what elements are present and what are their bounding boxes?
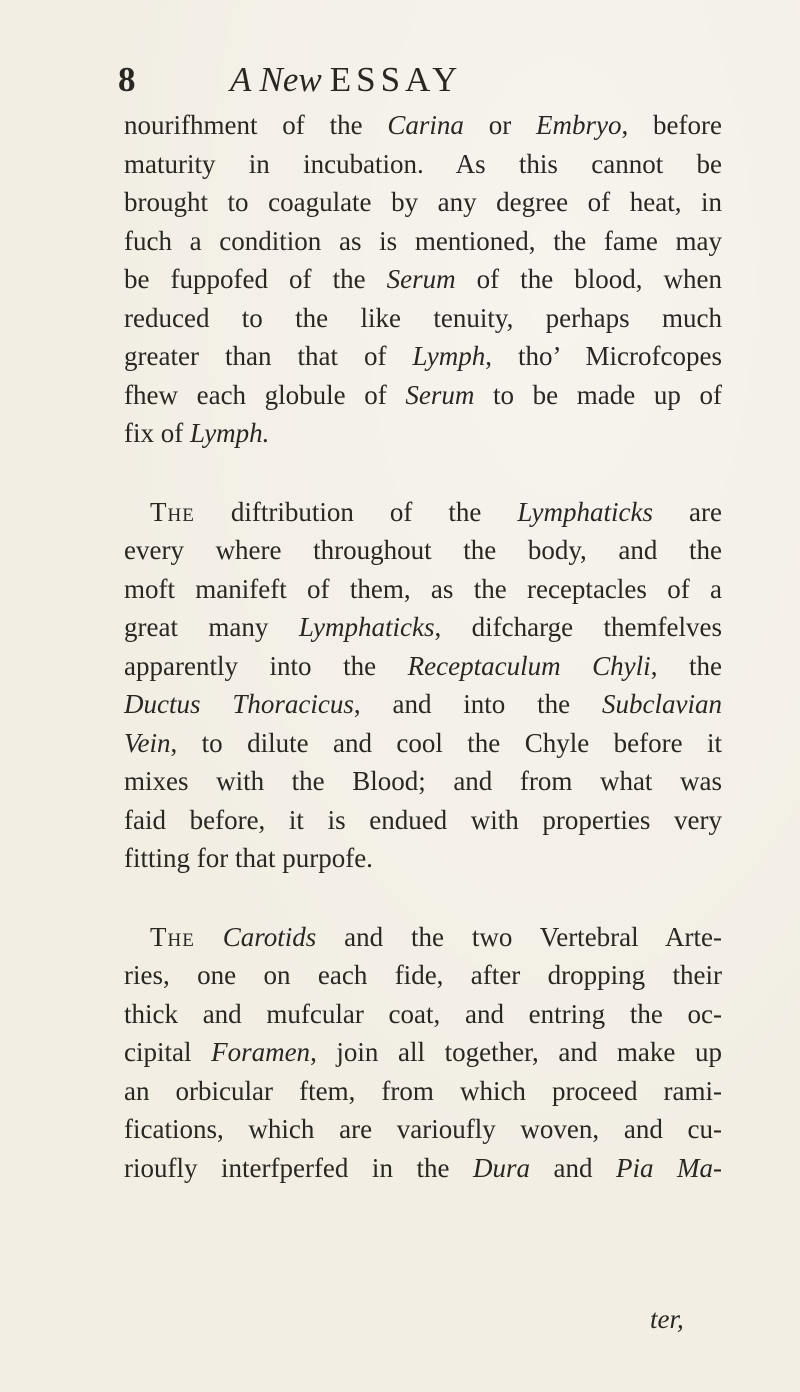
- text-line: [124, 1149, 722, 1188]
- catchword: ter,: [650, 1304, 684, 1334]
- text-run: moft manifeft of them, as the receptacles of a: [124, 573, 722, 604]
- text-run: are: [653, 496, 722, 527]
- italic-text: Embryo: [536, 110, 622, 140]
- text-line: [124, 414, 722, 453]
- text-run: fhew each globule of: [124, 379, 406, 410]
- text-run: faid before, it is endued with properties very: [124, 804, 722, 835]
- text-run: fix of: [124, 418, 190, 448]
- italic-text: Foramen: [211, 1037, 311, 1067]
- text-line: [124, 995, 722, 1034]
- text-run: , to dilute and cool the Chyle before it: [170, 727, 722, 758]
- running-title-italic: A New: [230, 60, 322, 99]
- italic-text: Lymph.: [189, 418, 270, 448]
- text-line: [124, 608, 722, 647]
- text-run: of the blood, when: [455, 264, 722, 294]
- text-run: reduced to the like tenuity, perhaps much: [124, 302, 722, 333]
- italic-text: Carina: [387, 110, 464, 140]
- paragraph: [124, 493, 722, 878]
- text-run: and the two Vertebral Arte-: [316, 921, 722, 952]
- text-line: [124, 918, 722, 957]
- text-run: and: [529, 1152, 616, 1183]
- text-run: cipital: [124, 1037, 212, 1067]
- text-line: [124, 685, 722, 724]
- paragraph: [124, 918, 722, 1188]
- text-run: apparently into the: [124, 650, 408, 681]
- running-title-caps: ESSAY: [329, 60, 463, 99]
- text-line: [124, 570, 722, 609]
- text-run: , before: [621, 110, 723, 140]
- text-run: or: [463, 110, 537, 140]
- text-line: [124, 337, 722, 376]
- italic-text: Lymphaticks: [517, 496, 654, 527]
- body-text: [124, 106, 722, 1187]
- text-line: [124, 222, 722, 261]
- italic-text: Vein: [124, 727, 171, 758]
- running-title: [230, 60, 462, 100]
- paragraph-gap: [124, 878, 722, 918]
- text-line: [124, 183, 722, 222]
- text-run: fitting for that purpofe.: [124, 843, 373, 873]
- italic-text: Lymph: [412, 341, 486, 371]
- text-run: maturity in incubation. As this cannot be: [124, 148, 722, 179]
- italic-text: Dura: [472, 1152, 530, 1183]
- text-line: [124, 1110, 722, 1149]
- text-run: great many: [124, 612, 299, 642]
- text-line: [124, 376, 722, 415]
- text-run: be fuppofed of the: [124, 264, 387, 294]
- text-run: every where throughout the body, and the: [124, 535, 722, 565]
- running-head: [118, 60, 698, 100]
- small-caps-text: The: [150, 921, 195, 952]
- page-number: 8: [118, 60, 136, 99]
- text-run: to be made up of: [474, 379, 723, 410]
- text-run: , difcharge themfelves: [434, 612, 723, 642]
- text-run: ries, one on each fide, after dropping their: [124, 960, 722, 990]
- text-run: nourifhment of the: [124, 110, 388, 140]
- small-caps-text: The: [150, 496, 195, 527]
- text-line: [124, 145, 722, 184]
- text-run: diftribution of the: [194, 496, 518, 527]
- text-line: [124, 801, 722, 840]
- italic-text: Pia Ma-: [616, 1152, 722, 1183]
- text-line: [124, 299, 722, 338]
- text-line: [124, 531, 722, 570]
- text-run: greater than that of: [124, 341, 413, 371]
- italic-text: Subclavian: [602, 689, 722, 719]
- text-run: , join all together, and make up: [310, 1037, 722, 1067]
- italic-text: Lymphaticks: [298, 612, 435, 642]
- text-run: thick and mufcular coat, and entring the oc-: [124, 998, 722, 1029]
- text-run: an orbicular ftem, from which proceed rami-: [124, 1075, 722, 1106]
- text-run: , the: [650, 650, 722, 681]
- paragraph: [124, 106, 722, 453]
- text-line: [124, 956, 722, 995]
- text-line: [124, 1033, 722, 1072]
- text-line: [124, 1072, 722, 1111]
- text-run: brought to coagulate by any degree of heat, in: [124, 187, 722, 217]
- italic-text: Serum: [386, 264, 456, 294]
- italic-text: Carotids: [222, 921, 317, 952]
- text-line: [124, 260, 722, 299]
- text-run: fuch a condition as is mentioned, the fame may: [124, 225, 722, 256]
- text-run: [195, 922, 223, 952]
- text-run: mixes with the Blood; and from what was: [124, 766, 722, 796]
- text-line: [124, 106, 722, 145]
- text-run: , and into the: [353, 689, 603, 719]
- text-run: , tho’ Microfcopes: [485, 341, 722, 371]
- text-line: [124, 724, 722, 763]
- text-run: rioufly interfperfed in the: [124, 1152, 473, 1183]
- text-line: [124, 839, 722, 878]
- text-line: [124, 647, 722, 686]
- text-line: [124, 493, 722, 532]
- italic-text: Receptaculum Chyli: [407, 650, 651, 681]
- paragraph-gap: [124, 453, 722, 493]
- text-line: [124, 762, 722, 801]
- text-run: fications, which are varioufly woven, and cu-: [124, 1114, 722, 1144]
- italic-text: Ductus Thoracicus: [124, 689, 354, 719]
- italic-text: Serum: [405, 379, 475, 410]
